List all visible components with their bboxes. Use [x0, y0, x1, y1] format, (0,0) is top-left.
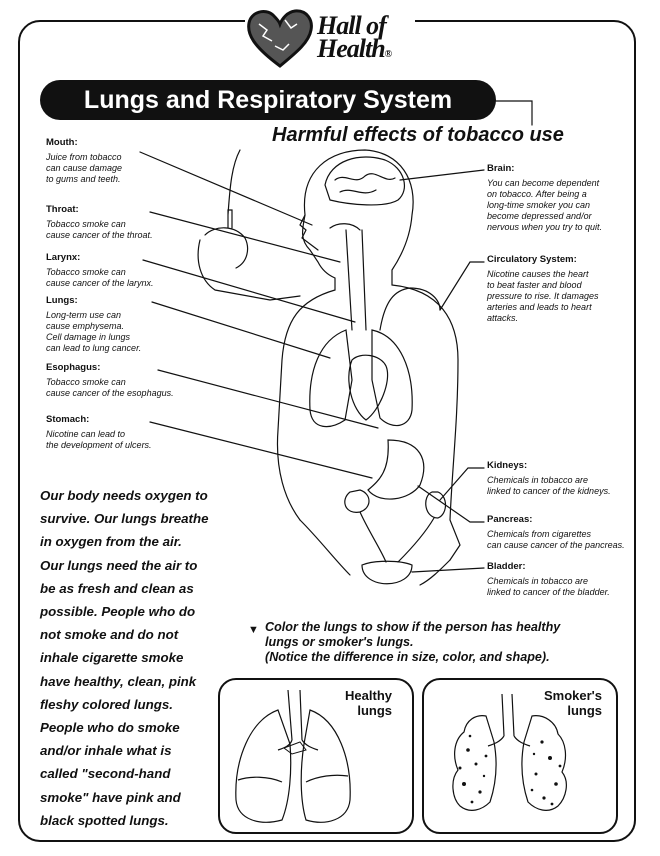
label-pancreas-text: Chemicals from cigarettes can cause cancer of the pancreas.	[487, 529, 625, 550]
leader-mouth	[140, 152, 312, 225]
label-pancreas	[487, 514, 625, 551]
brain-shape	[325, 157, 404, 205]
label-mouth-text: Juice from tobacco can cause damage to gums and teeth.	[46, 152, 123, 184]
label-brain-text: You can become dependent on tobacco. After being a long-time smoker you can become depressed and/or nervous when you try to quit.	[487, 178, 603, 232]
registered-mark: ®	[384, 49, 392, 60]
healthy-lungs-box	[218, 678, 414, 834]
hip-outline	[300, 520, 450, 585]
intro-paragraph: Our body needs oxygen to survive. Our lungs breathe in oxygen from the air. Our lungs need the air to be as fresh and clean as possible. People who do not smoke and do not inhale cigarette smoke have healthy, clean, pink fleshy colored lungs. People who do smoke and/or inhale what is called "second-hand smoke" have pink and black spotted lungs.	[40, 488, 209, 828]
instruction-text: Color the lungs to show if the person has healthy lungs or smoker's lungs. (Notice the difference in size, color, and shape).	[265, 620, 561, 664]
heart-organ	[349, 355, 388, 420]
leader-bladder	[412, 568, 484, 572]
stomach-organ	[368, 440, 424, 499]
label-throat-heading: Throat:	[46, 204, 79, 215]
smokers-lungs-box	[422, 678, 618, 834]
leader-esophagus	[158, 370, 378, 428]
smokers-lungs-caption: Smoker's lungs	[543, 688, 602, 718]
label-kidneys	[487, 460, 611, 497]
trachea	[330, 224, 366, 330]
label-stomach-heading: Stomach:	[46, 414, 90, 425]
down-triangle-icon: ▼	[248, 624, 259, 636]
bladder-organ	[362, 561, 412, 584]
label-lungs-text: Long-term use can cause emphysema. Cell damage in lungs can lead to lung cancer.	[46, 310, 142, 353]
label-circulatory-text: Nicotine causes the heart to beat faster and blood pressure to rise. It damages arteries and leads to heart attacks.	[487, 269, 599, 323]
label-kidneys-text: Chemicals in tobacco are linked to cancer of the kidneys.	[487, 475, 611, 496]
leader-brain	[400, 170, 484, 180]
label-lungs-heading: Lungs:	[46, 295, 78, 306]
healthy-lungs-caption: Healthy lungs	[345, 688, 392, 718]
arm-with-cigarette	[198, 150, 300, 300]
label-bladder-text: Chemicals in tobacco are linked to cancer of the bladder.	[487, 576, 610, 597]
label-kidneys-heading: Kidneys:	[487, 460, 528, 471]
label-mouth-heading: Mouth:	[46, 137, 78, 148]
leader-throat	[150, 212, 340, 262]
label-esophagus	[46, 362, 174, 399]
leader-kidneys	[440, 468, 484, 500]
label-esophagus-heading: Esophagus:	[46, 362, 101, 373]
label-esophagus-text: Tobacco smoke can cause cancer of the esophagus.	[46, 377, 174, 398]
label-stomach-text: Nicotine can lead to the development of ulcers.	[46, 429, 152, 450]
logo-line1: Hall of	[317, 11, 386, 40]
label-pancreas-heading: Pancreas:	[487, 514, 533, 525]
logo-line2: Health	[317, 34, 385, 63]
title-connector	[496, 101, 532, 125]
label-circulatory	[487, 254, 599, 324]
label-brain	[487, 163, 602, 233]
ureters	[360, 512, 434, 562]
left-kidney	[345, 490, 369, 512]
healthy-lungs-drawing	[220, 680, 412, 832]
label-lungs	[46, 295, 141, 354]
leader-lungs	[152, 302, 330, 358]
right-kidney	[426, 492, 446, 518]
label-brain-heading: Brain:	[487, 163, 515, 174]
label-mouth	[46, 137, 122, 185]
label-bladder	[487, 561, 610, 598]
right-lung	[372, 330, 412, 426]
artery	[380, 288, 440, 330]
label-throat-text: Tobacco smoke can cause cancer of the throat.	[46, 219, 153, 240]
label-larynx-heading: Larynx:	[46, 252, 81, 263]
label-larynx	[46, 252, 154, 289]
leader-circulatory	[440, 262, 484, 310]
page-title: Lungs and Respiratory System	[40, 80, 496, 120]
label-larynx-text: Tobacco smoke can cause cancer of the larynx.	[46, 267, 154, 288]
leader-stomach	[150, 422, 372, 478]
label-throat	[46, 204, 153, 241]
label-bladder-heading: Bladder:	[487, 561, 526, 572]
coloring-instruction	[248, 620, 588, 665]
page-subtitle: Harmful effects of tobacco use	[272, 124, 564, 146]
smokers-lungs-drawing	[424, 680, 616, 832]
label-circulatory-heading: Circulatory System:	[487, 254, 577, 265]
label-stomach	[46, 414, 152, 451]
